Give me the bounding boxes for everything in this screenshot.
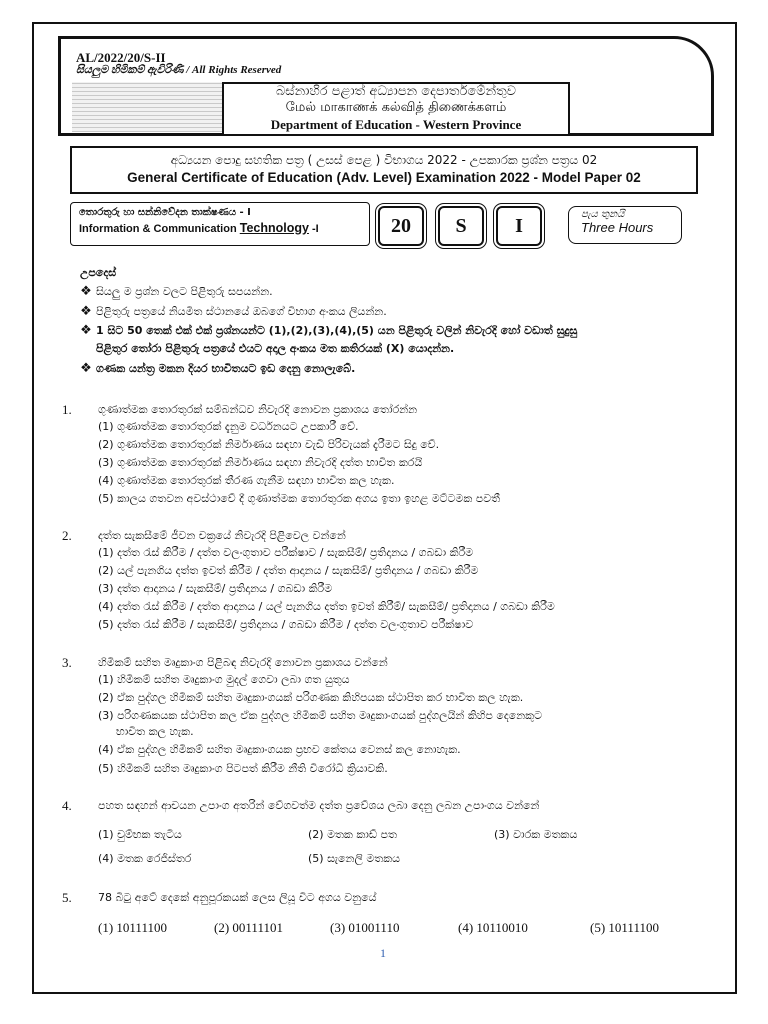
question-stem: ගුණාත්මක තොරතුරක් සම්බන්ධව නිවැරදි නොවන ප්‍රකාශය තෝරන්න bbox=[98, 403, 418, 416]
department-name-english: Department of Education - Western Province bbox=[270, 117, 522, 132]
answer-option: (4) ගුණාත්මක තොරතුරක් තීරණ ගැනීම සඳහා භාවිත කල හැක. bbox=[98, 474, 395, 487]
rights-notice: සියලුම හිමිකම් ඇවිරිණි / All Rights Reserved bbox=[76, 64, 282, 76]
question-number: 2. bbox=[62, 528, 72, 543]
answer-option-continuation: භාවිත කල හැක. bbox=[116, 725, 194, 738]
answer-option: (3) වාරක මතකය bbox=[494, 828, 578, 841]
subject-box bbox=[70, 202, 370, 246]
question-number: 3. bbox=[62, 655, 72, 670]
department-box bbox=[222, 82, 570, 136]
answer-option: (1) හිමිකම් සහිත මෘදුකාංග මුදල් ගෙවා ලබා ගත යුතුය bbox=[98, 673, 350, 686]
subject-name-suffix: -I bbox=[308, 223, 319, 235]
paper-code-box: I bbox=[496, 206, 542, 246]
answer-option: (4) මතක රෙජිස්තර bbox=[98, 852, 192, 865]
answer-option: (5) දත්ත රැස් කිරීම / සැකසීම්/ ප්‍රතිදානය / ගබඩා කිරීම / දත්ත වලංගුතාව පරීක්ෂාව bbox=[98, 618, 474, 631]
diamond-bullet-icon: ❖ bbox=[80, 304, 92, 319]
department-name-tamil: மேல் மாகாணக் கல்வித் திணைக்களம் bbox=[285, 100, 507, 115]
instructions-title: උපදෙස් bbox=[80, 266, 117, 279]
duration-sinhala: පැය තුනයි bbox=[581, 209, 625, 220]
exam-title-sinhala: අධ්‍යයන පොදු සහතික පත්‍ර ( උසස් පෙළ ) විභාගය 2022 - උපකාරක ප්‍රශ්න පත්‍රය 02 bbox=[170, 153, 598, 167]
instruction-item bbox=[76, 323, 577, 338]
department-name-sinhala: බස්නාහිර පළාත් අධ්‍යාපන දෙපාර්තමේන්තුව bbox=[275, 84, 516, 99]
instruction-text: සියලු ම ප්‍රශ්න වලට පිළිතුරු සපයන්න. bbox=[96, 285, 273, 298]
subject-name-prefix: Information & Communication bbox=[79, 223, 240, 235]
question-stem: පහත සඳහන් ආචයන උපාංග අතරින් වේගවත්ම දත්ත ප්‍රවේශය ලබා දෙනු ලබන උපාංගය වන්නේ bbox=[98, 799, 540, 812]
diamond-bullet-icon: ❖ bbox=[80, 323, 92, 338]
paper-code: AL/2022/20/S-II bbox=[76, 50, 166, 65]
answer-option: (1) චුම්භක තැටිය bbox=[98, 828, 182, 841]
answer-option: (1) දත්ත රැස් කිරීම / දත්ත වලංගුතාව පරීක්ෂාව / සැකසීම්/ ප්‍රතිදානය / ගබඩා කිරීම bbox=[98, 546, 474, 559]
answer-option: (3) 01001110 bbox=[330, 920, 400, 935]
medium-code-box: S bbox=[438, 206, 484, 246]
subject-name-underlined: Technology bbox=[239, 221, 309, 235]
diamond-bullet-icon: ❖ bbox=[80, 361, 92, 376]
answer-option: (5) කාලය ගතවන අවස්ථාවේ දී ගුණාත්මක තොරතුරක අගය ඉතා ඉහළ මට්ටමක පවතී bbox=[98, 492, 501, 505]
question-stem: 78 බිටු අටේ දෙකේ අනුපූරකයක් ලෙස ලියූ විට අගය වනුයේ bbox=[98, 891, 377, 904]
question-number: 5. bbox=[62, 890, 72, 905]
answer-option: (3) ගුණාත්මක තොරතුරක් නිර්මාණය සඳහා නිවැරදි දත්ත භාවිත කරයි bbox=[98, 456, 423, 469]
instruction-text: 1 සිට 50 තෙක් එක් එක් ප්‍රශ්නයන්ට (1),(2),(3),(4),(5) යන පිළිතුරු වලින් නිවැරදි හෝ වඩාත් සුදුසු bbox=[96, 324, 578, 337]
instruction-continuation: පිළිතුර තෝරා පිළිතුරු පත්‍රයේ එයට අදාල අංකය මත කතිරයක් (X) යොදන්න. bbox=[96, 342, 455, 355]
answer-option: (1) ගුණාත්මක තොරතුරක් දැනුම වර්ධනයට උපකාරී වේ. bbox=[98, 420, 359, 433]
answer-option: (3) පරිගණකයක ස්ථාපිත කල ඒක පුද්ගල හිමිකම් සහිත මෘදුකාංගයක් පුද්ගලයින් කිහිප දෙනෙකුට bbox=[98, 709, 543, 722]
answer-option: (2) මතක කාඩ් පත bbox=[308, 828, 397, 841]
answer-option: (1) 10111100 bbox=[98, 920, 167, 935]
answer-option: (2) ඒක පුද්ගල හිමිකම් සහිත මෘදුකාංගයක් පරිගණක කිහිපයක ස්ථාපිත කර භාවිත කල හැක. bbox=[98, 691, 524, 704]
answer-option: (5) හිමිකම් සහිත මෘදුකාංග පිටපත් කිරීම නීති විරෝධී ක්‍රියාවකි. bbox=[98, 762, 388, 775]
subject-code-box: 20 bbox=[378, 206, 424, 246]
exam-title-box bbox=[70, 146, 698, 194]
answer-option: (4) 10110010 bbox=[458, 920, 528, 935]
answer-option: (4) ඒක පුද්ගල හිමිකම් සහිත මෘදුකාංගයක ප්‍රභව කේතය වෙනස් කල නොහැක. bbox=[98, 743, 461, 756]
instruction-item bbox=[76, 361, 355, 376]
question-stem: දත්ත සැකසීමේ ජීවන චක්‍රයේ නිවැරදි පිළිවෙල වන්නේ bbox=[98, 529, 346, 542]
exam-title-english: General Certificate of Education (Adv. Level) Examination 2022 - Model Paper 02 bbox=[127, 170, 641, 185]
answer-option: (2) යල් පැනගිය දත්ත ඉවත් කිරීම / දත්ත ආදානය / සැකසීම්/ ප්‍රතිදානය / ගබඩා කිරීම bbox=[98, 564, 479, 577]
duration-english: Three Hours bbox=[581, 220, 654, 235]
question-stem: හිමිකම් සහිත මෘදුකාංග පිළිබඳ නිවැරදි නොවන ප්‍රකාශය වන්නේ bbox=[98, 656, 388, 669]
answer-option: (5) සැනෙලි මතකය bbox=[308, 852, 401, 865]
answer-option: (4) දත්ත රැස් කිරීම / දත්ත ආදානය / යල් පැනගිය දත්ත ඉවත් කිරීම්/ සැකසීම්/ ප්‍රතිදානය / ගබඩා කිරීම bbox=[98, 600, 555, 613]
answer-option: (3) දත්ත ආදානය / සැකසීම්/ ප්‍රතිදානය / ගබඩා කිරීම bbox=[98, 582, 333, 595]
instruction-text: පිළිතුරු පත්‍රයේ නියමිත ස්ථානයේ ඔබගේ විභාග අංකය ලියන්න. bbox=[96, 305, 387, 318]
subject-name-sinhala: තොරතුරු හා සන්නිවේදන තාක්ෂණය - I bbox=[79, 207, 251, 218]
answer-option: (5) 10111100 bbox=[590, 920, 659, 935]
answer-option: (2) ගුණාත්මක තොරතුරක් නිර්මාණය සඳහා වැඩි පිරිවැයක් දැරීමට සිදු වේ. bbox=[98, 438, 440, 451]
answer-option: (2) 00111101 bbox=[214, 920, 283, 935]
diamond-bullet-icon: ❖ bbox=[80, 284, 92, 299]
page-number: 1 bbox=[380, 946, 386, 960]
subject-name-english bbox=[79, 221, 361, 235]
question-number: 4. bbox=[62, 798, 72, 813]
instruction-text: ගණක යන්ත්‍ර මකන දියර භාවිතයට ඉඩ දෙනු නොලැබේ. bbox=[96, 362, 356, 375]
instruction-item bbox=[76, 304, 387, 319]
instruction-item bbox=[76, 284, 273, 299]
duration-box bbox=[568, 206, 682, 244]
question-number: 1. bbox=[62, 402, 72, 417]
